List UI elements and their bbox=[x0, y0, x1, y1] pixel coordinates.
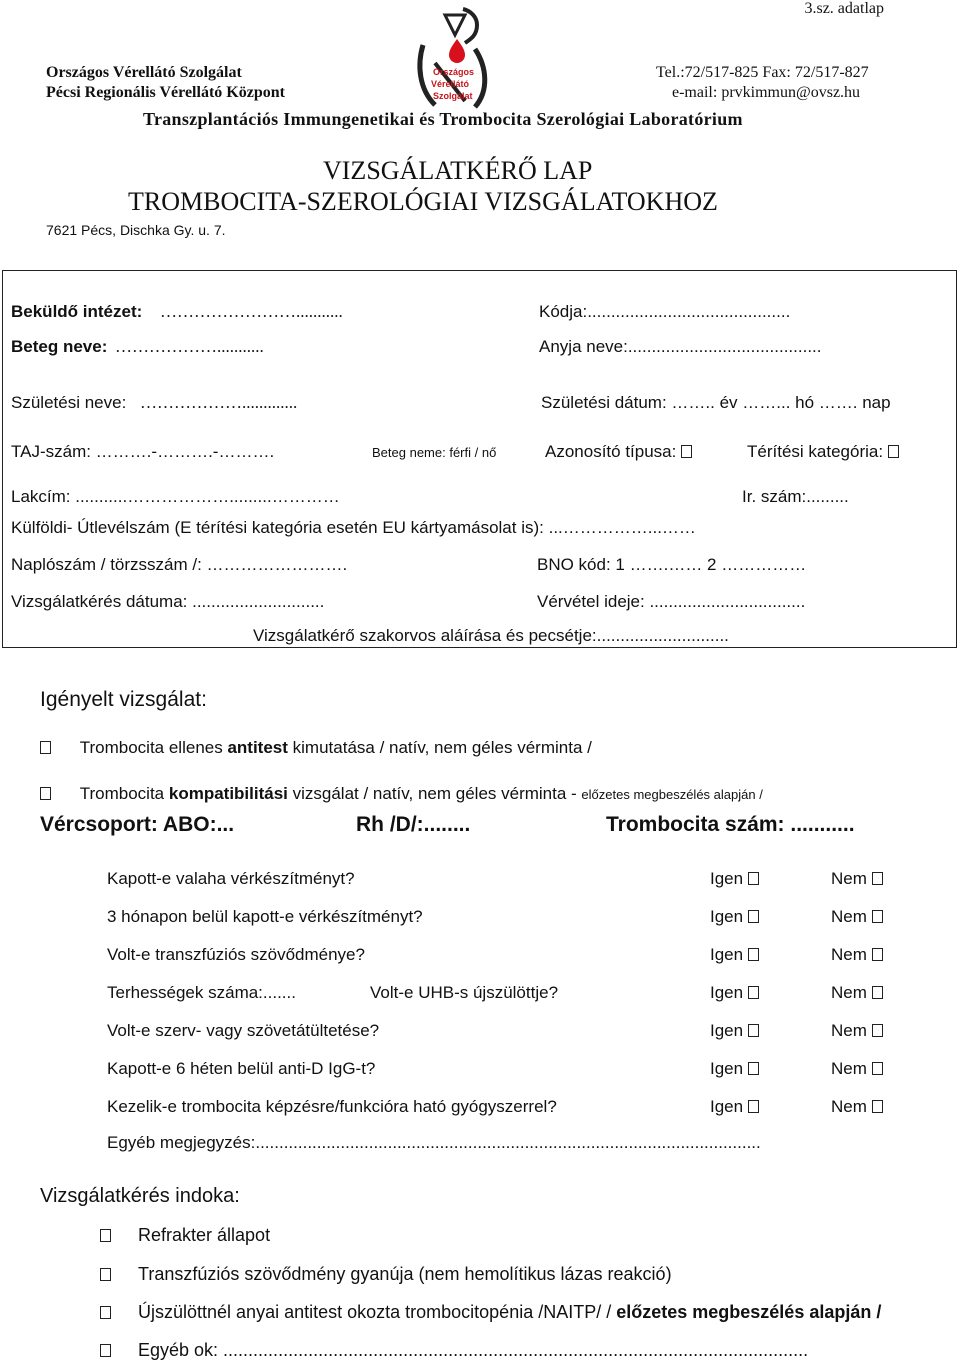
id-type-checkbox[interactable] bbox=[681, 445, 692, 458]
q4-no-option[interactable]: Nem bbox=[831, 983, 883, 1003]
reason-refractory-option[interactable]: Refrakter állapot bbox=[100, 1225, 270, 1246]
patient-sex: Beteg neme: férfi / nő bbox=[372, 445, 497, 460]
q2-no-option[interactable]: Nem bbox=[831, 907, 883, 927]
q7-yes-checkbox[interactable] bbox=[748, 1100, 759, 1113]
q7-no-option[interactable]: Nem bbox=[831, 1097, 883, 1117]
q3-yes-checkbox[interactable] bbox=[748, 948, 759, 961]
q4-yes-checkbox[interactable] bbox=[748, 986, 759, 999]
q1-no-checkbox[interactable] bbox=[872, 872, 883, 885]
q4-no-checkbox[interactable] bbox=[872, 986, 883, 999]
q3-yes-option[interactable]: Igen bbox=[710, 945, 759, 965]
q3-no-checkbox[interactable] bbox=[872, 948, 883, 961]
zip-field[interactable]: Ir. szám:......... bbox=[742, 487, 849, 506]
q1-yes-option[interactable]: Igen bbox=[710, 869, 759, 889]
email: e-mail: prvkimmun@ovsz.hu bbox=[672, 84, 861, 101]
reason-other-checkbox[interactable] bbox=[100, 1344, 111, 1357]
q1-no-option[interactable]: Nem bbox=[831, 869, 883, 889]
reason-title: Vizsgálatkérés indoka: bbox=[40, 1185, 240, 1207]
q5-yes-option[interactable]: Igen bbox=[710, 1021, 759, 1041]
fee-category-label: Térítési kategória: bbox=[747, 442, 899, 462]
reason-refractory-checkbox[interactable] bbox=[100, 1229, 111, 1242]
q6-yes-checkbox[interactable] bbox=[748, 1062, 759, 1075]
reason-other-option[interactable]: Egyéb ok: ..................................................................................................................... bbox=[100, 1340, 808, 1361]
org-name-line2: Pécsi Regionális Vérellátó Központ bbox=[46, 84, 285, 101]
question-2: 3 hónapon belül kapott-e vérkészítményt? bbox=[107, 907, 423, 926]
q4-yes-option[interactable]: Igen bbox=[710, 983, 759, 1003]
q3-no-option[interactable]: Nem bbox=[831, 945, 883, 965]
birth-name-field[interactable]: ………………............. bbox=[140, 393, 298, 412]
antibody-test-option[interactable]: Trombocita ellenes antitest kimutatása / natív, nem géles vérminta / bbox=[40, 738, 592, 758]
question-6: Kapott-e 6 héten belül anti-D IgG-t? bbox=[107, 1059, 376, 1078]
ovsz-logo bbox=[405, 5, 505, 115]
q6-no-option[interactable]: Nem bbox=[831, 1059, 883, 1079]
logo-text-2: Vérellátó bbox=[431, 79, 470, 89]
lab-address: 7621 Pécs, Dischka Gy. u. 7. bbox=[46, 222, 226, 238]
patient-name-field[interactable]: ………………........... bbox=[115, 337, 264, 356]
q5-no-checkbox[interactable] bbox=[872, 1024, 883, 1037]
question-4: Volt-e UHB-s újszülöttje? bbox=[370, 983, 559, 1002]
request-date-field[interactable]: Vizsgálatkérés dátuma: ............................ bbox=[11, 592, 325, 611]
org-name-line1: Országos Vérellátó Szolgálat bbox=[46, 64, 242, 81]
sender-field[interactable]: ……………………........... bbox=[160, 302, 343, 321]
q7-no-checkbox[interactable] bbox=[872, 1100, 883, 1113]
q7-yes-option[interactable]: Igen bbox=[710, 1097, 759, 1117]
question-1: Kapott-e valaha vérkészítményt? bbox=[107, 869, 355, 888]
signature-field[interactable]: Vizsgálatkérő szakorvos aláírása és pecsétje:............................ bbox=[253, 626, 729, 645]
form-subtitle: TROMBOCITA-SZEROLÓGIAI VIZSGÁLATOKHOZ bbox=[128, 187, 718, 216]
blood-group-field[interactable]: Vércsoport: ABO:... bbox=[40, 813, 235, 836]
code-field[interactable]: Kódja:........................................... bbox=[539, 302, 791, 321]
question-7: Kezelik-e trombocita képzésre/funkcióra ható gyógyszerrel? bbox=[107, 1097, 557, 1116]
birth-date-field[interactable]: Születési dátum: …….. év ……... hó ……. nap bbox=[541, 393, 891, 412]
q1-yes-checkbox[interactable] bbox=[748, 872, 759, 885]
rh-field[interactable]: Rh /D/:........ bbox=[356, 813, 471, 836]
birth-name-label: Születési neve: bbox=[11, 393, 127, 412]
phone-fax: Tel.:72/517-825 Fax: 72/517-827 bbox=[656, 64, 869, 81]
q6-yes-option[interactable]: Igen bbox=[710, 1059, 759, 1079]
q5-yes-checkbox[interactable] bbox=[748, 1024, 759, 1037]
address-field[interactable]: Lakcím: ...........……………….........………… bbox=[11, 487, 340, 506]
pregnancies-field[interactable]: Terhességek száma:....... bbox=[107, 983, 296, 1002]
fee-category-checkbox[interactable] bbox=[888, 445, 899, 458]
q2-no-checkbox[interactable] bbox=[872, 910, 883, 923]
reason-transfusion-checkbox[interactable] bbox=[100, 1268, 111, 1281]
compatibility-test-option[interactable]: Trombocita kompatibilitási vizsgálat / natív, nem géles vérminta - előzetes megbeszélés alapján / bbox=[40, 784, 763, 804]
sender-label: Beküldő intézet: bbox=[11, 302, 143, 321]
bno-code-field[interactable]: BNO kód: 1 …….…… 2 …………… bbox=[537, 555, 807, 574]
page-number: 3.sz. adatlap bbox=[804, 0, 884, 17]
blood-draw-time-field[interactable]: Vérvétel ideje: ................................. bbox=[537, 592, 806, 611]
log-number-field[interactable]: Naplószám / törzsszám /: ……………………. bbox=[11, 555, 348, 574]
patient-name-label: Beteg neve: bbox=[11, 337, 108, 356]
q2-yes-option[interactable]: Igen bbox=[710, 907, 759, 927]
id-type-label: Azonosító típusa: bbox=[545, 442, 692, 462]
question-5: Volt-e szerv- vagy szövetátültetése? bbox=[107, 1021, 380, 1040]
q2-yes-checkbox[interactable] bbox=[748, 910, 759, 923]
q5-no-option[interactable]: Nem bbox=[831, 1021, 883, 1041]
logo-text-1: Országos bbox=[433, 67, 475, 77]
platelet-count-field[interactable]: Trombocita szám: ........... bbox=[606, 813, 855, 836]
other-note-field[interactable]: Egyéb megjegyzés:........................................................................................................... bbox=[107, 1133, 761, 1152]
compatibility-test-checkbox[interactable] bbox=[40, 787, 51, 800]
question-3: Volt-e transzfúziós szövődménye? bbox=[107, 945, 365, 964]
reason-naitp-option[interactable]: Újszülöttnél anyai antitest okozta trombocitopénia /NAITP/ / előzetes megbeszélés alapján / bbox=[100, 1302, 881, 1323]
reason-naitp-checkbox[interactable] bbox=[100, 1306, 111, 1319]
passport-field[interactable]: Külföldi- Útlevélszám (E térítési kategória esetén EU kártyamásolat is): ...……………...…… bbox=[11, 518, 696, 537]
mother-name-field[interactable]: Anyja neve:......................................... bbox=[539, 337, 822, 356]
form-title: VIZSGÁLATKÉRŐ LAP bbox=[323, 156, 593, 185]
requested-test-title: Igényelt vizsgálat: bbox=[40, 688, 207, 711]
taj-field[interactable]: TAJ-szám: ……….-……….-………. bbox=[11, 442, 275, 461]
logo-text-3: Szolgálat bbox=[433, 91, 473, 101]
lab-name: Transzplantációs Immungenetikai és Trombocita Szerológiai Laboratórium bbox=[143, 109, 743, 129]
q6-no-checkbox[interactable] bbox=[872, 1062, 883, 1075]
reason-transfusion-option[interactable]: Transzfúziós szövődmény gyanúja (nem hemolítikus lázas reakció) bbox=[100, 1264, 672, 1285]
antibody-test-checkbox[interactable] bbox=[40, 741, 51, 754]
